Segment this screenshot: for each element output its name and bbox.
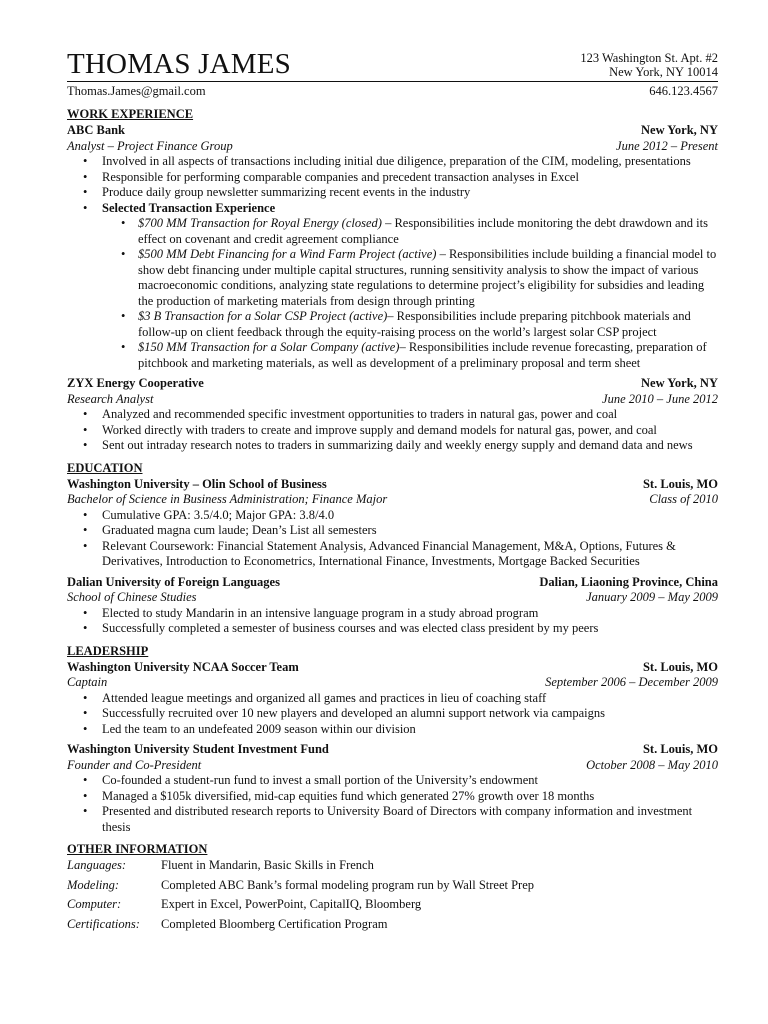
info-value: Fluent in Mandarin, Basic Skills in French	[161, 858, 374, 872]
location: St. Louis, MO	[642, 742, 718, 756]
work-entry	[67, 376, 718, 454]
bullet-item: • Sent out intraday research notes to traders in summarizing daily and weekly energy supply and demand data and news	[102, 438, 718, 454]
bullet-item: • Led the team to an undefeated 2009 season within our division	[102, 722, 718, 738]
info-label: Certifications:	[67, 916, 140, 931]
role: Captain	[67, 675, 108, 689]
role: Analyst – Project Finance Group	[67, 138, 233, 153]
header-divider	[67, 81, 718, 82]
section-heading: EDUCATION	[67, 460, 143, 475]
bullet-item: • Co-founded a student-run fund to invest a small portion of the University’s endowment	[102, 773, 718, 789]
email: Thomas.James@gmail.com	[67, 84, 206, 98]
phone: 646.123.4567	[649, 84, 718, 98]
transaction-list	[102, 216, 718, 371]
bullet-item: • Managed a $105k diversified, mid-cap equities fund which generated 27% growth over 18 months	[102, 789, 718, 805]
dates: Class of 2010	[649, 492, 718, 506]
dates: June 2010 – June 2012	[602, 391, 718, 406]
work-entry	[67, 123, 718, 371]
transaction-title: $150 MM Transaction for a Solar Company (active)	[138, 340, 400, 354]
transaction-item	[138, 309, 718, 340]
candidate-name: THOMAS JAMES	[67, 48, 291, 80]
bullet-item: • Successfully completed a semester of business courses and was elected class president by my peers	[102, 621, 718, 637]
transaction-item	[138, 340, 718, 371]
location: St. Louis, MO	[642, 476, 718, 491]
info-value: Completed Bloomberg Certification Program	[161, 916, 388, 931]
resume-body	[67, 106, 718, 938]
info-value: Expert in Excel, PowerPoint, CapitalIQ, Bloomberg	[161, 897, 422, 911]
transaction-item	[138, 216, 718, 247]
transaction-text: – Responsibilities include revenue forecasting, preparation of pitchbook and marketing materials, as well as development of a preliminary proposal and term sheet	[138, 340, 707, 370]
dates: June 2012 – Present	[616, 138, 718, 153]
role: Research Analyst	[67, 391, 154, 406]
bullet-item: • Cumulative GPA: 3.5/4.0; Major GPA: 3.8/4.0	[102, 508, 718, 524]
bullet-list	[67, 606, 718, 637]
info-value: Completed ABC Bank’s formal modeling program run by Wall Street Prep	[161, 877, 535, 892]
organization: Washington University Student Investment Fund	[67, 742, 329, 756]
transaction-text: – Responsibilities include monitoring the debt drawdown and its effect on covenant and credit agreement compliance	[138, 216, 708, 246]
info-label: Languages:	[67, 858, 127, 872]
leadership-entry	[67, 742, 718, 835]
leadership-entry	[67, 660, 718, 738]
organization: ABC Bank	[67, 123, 126, 137]
role: Founder and Co-President	[67, 757, 202, 772]
dates: January 2009 – May 2009	[586, 590, 718, 604]
organization: Washington University – Olin School of Business	[67, 476, 327, 491]
transaction-title: $700 MM Transaction for Royal Energy (closed)	[138, 216, 382, 230]
location: St. Louis, MO	[642, 659, 718, 674]
bullet-item: • Involved in all aspects of transactions including initial due diligence, preparation of the CIM, modeling, presentations	[102, 154, 718, 170]
dates: October 2008 – May 2010	[586, 757, 718, 772]
education-entry	[67, 477, 718, 570]
education-entry	[67, 575, 718, 637]
location: New York, NY	[641, 123, 718, 137]
organization: Washington University NCAA Soccer Team	[67, 659, 299, 674]
address-block	[580, 51, 718, 79]
bullet-item	[102, 201, 718, 372]
info-label: Modeling:	[67, 877, 120, 892]
leadership-section	[67, 643, 718, 836]
bullet-list	[67, 154, 718, 371]
bullet-item: • Responsible for performing comparable companies and precedent transaction analyses in Excel	[102, 170, 718, 186]
program: School of Chinese Studies	[67, 590, 197, 604]
bullet-list	[67, 691, 718, 738]
transaction-text: – Responsibilities include preparing pitchbook materials and follow-up on client feedback through the equity-raising process on the world’s largest solar CSP project	[138, 309, 691, 339]
section-heading: LEADERSHIP	[67, 643, 149, 658]
other-info-grid	[67, 858, 718, 932]
bullet-item: • Elected to study Mandarin in an intensive language program in a study abroad program	[102, 606, 718, 622]
bullet-list	[67, 407, 718, 454]
bullet-item: • Relevant Coursework: Financial Statement Analysis, Advanced Financial Management, M&A, Options, Futures & Derivatives, Introduction to Econometrics, International Finance, Investments, Mortgage Backed Securities	[102, 539, 718, 570]
other-information-section	[67, 841, 718, 932]
selected-transactions-label: Selected Transaction Experience	[102, 200, 276, 215]
section-heading: OTHER INFORMATION	[67, 842, 208, 856]
location: Dalian, Liaoning Province, China	[539, 574, 718, 589]
bullet-list	[67, 508, 718, 570]
transaction-title: $500 MM Debt Financing for a Wind Farm Project (active)	[138, 247, 437, 261]
bullet-item: • Graduated magna cum laude; Dean’s List all semesters	[102, 523, 718, 539]
transaction-text: – Responsibilities include building a financial model to show debt financing under multiple capital structures, running sensitivity analysis to show the impact of various macroeconomic conditions, analyzing state regulations to determine project’s eligibility for subsidies and leading the production of marketing materials from design through printing	[138, 247, 717, 308]
address-line-2: New York, NY 10014	[609, 65, 718, 79]
education-section	[67, 460, 718, 637]
address-line-1: 123 Washington St. Apt. #2	[580, 51, 718, 65]
section-heading: WORK EXPERIENCE	[67, 107, 194, 121]
bullet-list	[67, 773, 718, 835]
organization: Dalian University of Foreign Languages	[67, 574, 280, 589]
degree: Bachelor of Science in Business Administration; Finance Major	[67, 492, 388, 506]
dates: September 2006 – December 2009	[545, 675, 718, 689]
organization: ZYX Energy Cooperative	[67, 376, 204, 390]
info-label: Computer:	[67, 897, 122, 911]
transaction-item	[138, 247, 718, 309]
transaction-title: $3 B Transaction for a Solar CSP Project (active)	[138, 309, 388, 323]
bullet-item: • Worked directly with traders to create and improve supply and demand models for natural gas, power, and coal	[102, 423, 718, 439]
bullet-item: • Produce daily group newsletter summarizing recent events in the industry	[102, 185, 718, 201]
bullet-item: • Analyzed and recommended specific investment opportunities to traders in natural gas, power and coal	[102, 407, 718, 423]
bullet-item: • Attended league meetings and organized all games and practices in lieu of coaching staff	[102, 691, 718, 707]
work-experience-section	[67, 106, 718, 454]
location: New York, NY	[641, 376, 718, 390]
bullet-item: • Successfully recruited over 10 new players and developed an alumni support network via campaigns	[102, 706, 718, 722]
bullet-item: • Presented and distributed research reports to University Board of Directors with company information and investment thesis	[102, 804, 718, 835]
